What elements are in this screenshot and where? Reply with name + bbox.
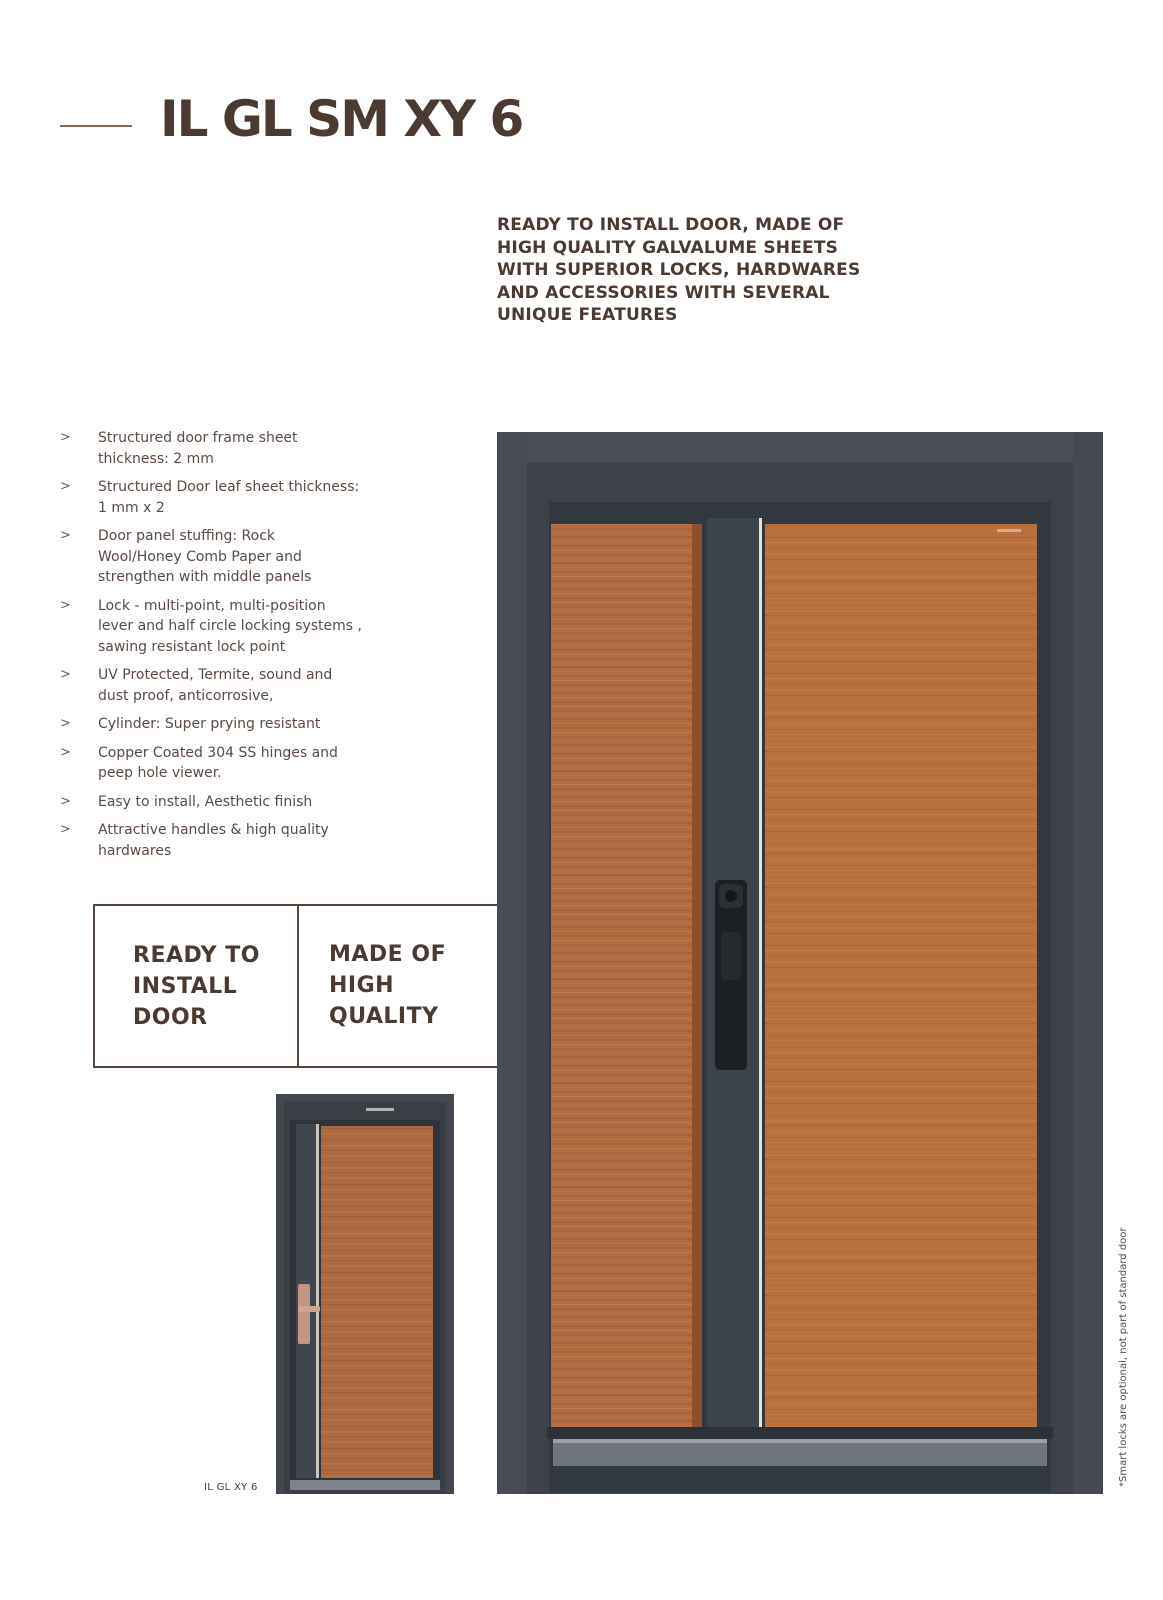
chevron-right-icon: > [60,822,71,837]
chevron-right-icon: > [60,716,71,731]
side-panel [551,524,702,1429]
main-door-image [497,432,1103,1494]
feature-text: UV Protected, Termite, sound and dust proof, anticorrosive, [98,667,333,704]
list-item [60,820,480,861]
highlight-box-ready [95,906,297,1066]
highlight-box-quality [297,906,503,1066]
list-item [60,665,480,706]
feature-text: Cylinder: Super prying resistant [98,716,321,732]
list-item [60,792,480,813]
list-item [60,477,480,518]
title-rule [60,125,132,127]
feature-list [60,428,480,869]
list-item [60,714,480,735]
highlight-boxes [93,904,501,1068]
list-item [60,596,480,658]
feature-text: Door panel stuffing: Rock Wool/Honey Comb Paper and strengthen with middle panels [98,528,312,585]
list-item [60,743,480,784]
chevron-right-icon: > [60,793,71,809]
main-leaf-panel [765,524,1037,1429]
page-title: IL GL SM XY 6 [160,90,523,148]
feature-text: Copper Coated 304 SS hinges and peep hole viewer. [98,744,338,781]
feature-text: Lock - multi-point, multi-position lever and half circle locking systems , sawing resistant lock point [98,597,362,655]
highlight-text: READY TO INSTALL DOOR [133,943,260,1030]
chevron-right-icon: > [60,744,71,760]
small-door-image [276,1094,454,1494]
chevron-right-icon: > [60,597,71,613]
feature-text: Attractive handles & high quality hardwares [98,822,329,859]
chevron-right-icon: > [60,528,71,543]
door-handle [298,1284,310,1344]
center-trim [759,518,762,1429]
feature-text: Structured door frame sheet thickness: 2 mm [98,430,298,467]
smart-lock-note: *Smart locks are optional, not part of standard door [1118,1227,1129,1487]
list-item [60,428,480,469]
small-door-label: IL GL XY 6 [204,1482,258,1493]
chevron-right-icon: > [60,479,71,494]
feature-text: Structured Door leaf sheet thickness: 1 mm x 2 [98,479,360,516]
list-item [60,526,480,588]
chevron-right-icon: > [60,667,71,682]
intro-text: READY TO INSTALL DOOR, MADE OF HIGH QUALITY GALVALUME SHEETS WITH SUPERIOR LOCKS, HARDWARES AND ACCESSORIES WITH SEVERAL UNIQUE FEATURES [497,215,861,325]
highlight-text: MADE OF HIGH QUALITY [329,942,447,1029]
chevron-right-icon: > [60,430,71,445]
feature-text: Easy to install, Aesthetic finish [98,793,313,810]
